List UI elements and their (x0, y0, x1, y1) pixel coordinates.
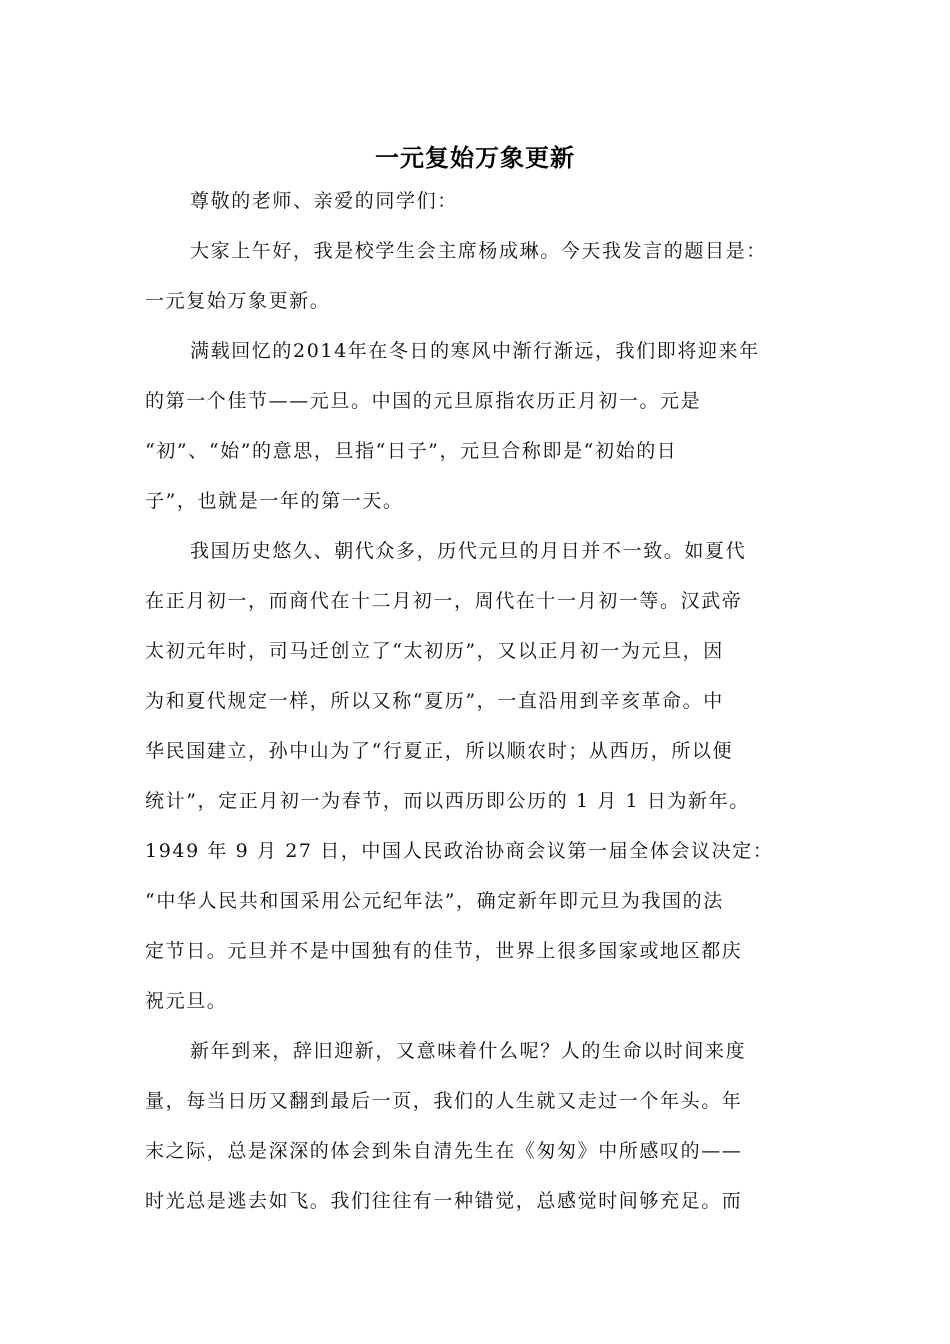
paragraph-line: 祝元旦。 (145, 990, 228, 1012)
paragraph-line: 在正月初一，而商代在十二月初一，周代在十一月初一等。汉武帝 (145, 590, 743, 612)
paragraph-line: 我国历史悠久、朝代众多，历代元旦的月日并不一致。如夏代 (190, 540, 747, 562)
paragraph-line: “初”、“始”的意思，旦指“日子”，元旦合称即是“初始的日 (145, 440, 678, 462)
paragraph-line: 为和夏代规定一样，所以又称“夏历”，一直沿用到辛亥革命。中 (145, 690, 724, 712)
paragraph-line: 华民国建立，孙中山为了“行夏正，所以顺农时；从西历，所以便 (145, 740, 734, 762)
paragraph-line: 时光总是逃去如飞。我们往往有一种错觉，总感觉时间够充足。而 (145, 1190, 743, 1212)
paragraph-line: 子”，也就是一年的第一天。 (145, 490, 404, 512)
paragraph-line: 大家上午好，我是校学生会主席杨成琳。今天我发言的题目是： (190, 240, 767, 262)
paragraph-line: 新年到来，辞旧迎新，又意味着什么呢？人的生命以时间来度 (190, 1040, 747, 1062)
greeting-line: 尊敬的老师、亲爱的同学们： (190, 190, 458, 212)
document-title: 一元复始万象更新 (375, 143, 575, 172)
paragraph-line: 太初元年时，司马迁创立了“太初历”，又以正月初一为元旦，因 (145, 640, 724, 662)
paragraph-line: “中华人民共和国采用公元纪年法”，确定新年即元旦为我国的法 (145, 890, 724, 912)
paragraph-line: 量，每当日历又翻到最后一页，我们的人生就又走过一个年头。年 (145, 1090, 743, 1112)
paragraph-line: 的第一个佳节——元旦。中国的元旦原指农历正月初一。元是 (145, 390, 702, 412)
paragraph-line: 定节日。元旦并不是中国独有的佳节，世界上很多国家或地区都庆 (145, 940, 743, 962)
paragraph-line: 统计”，定正月初一为春节，而以西历即公历的 1 月 1 日为新年。 (145, 790, 750, 812)
paragraph-line: 满载回忆的2014年在冬日的寒风中渐行渐远，我们即将迎来年 (190, 340, 760, 362)
paragraph-line: 1949 年 9 月 27 日，中国人民政治协商会议第一届全体会议决定： (145, 840, 774, 862)
paragraph-line: 一元复始万象更新。 (145, 290, 331, 312)
paragraph-line: 末之际，总是深深的体会到朱自清先生在《匆匆》中所感叹的—— (145, 1140, 743, 1162)
